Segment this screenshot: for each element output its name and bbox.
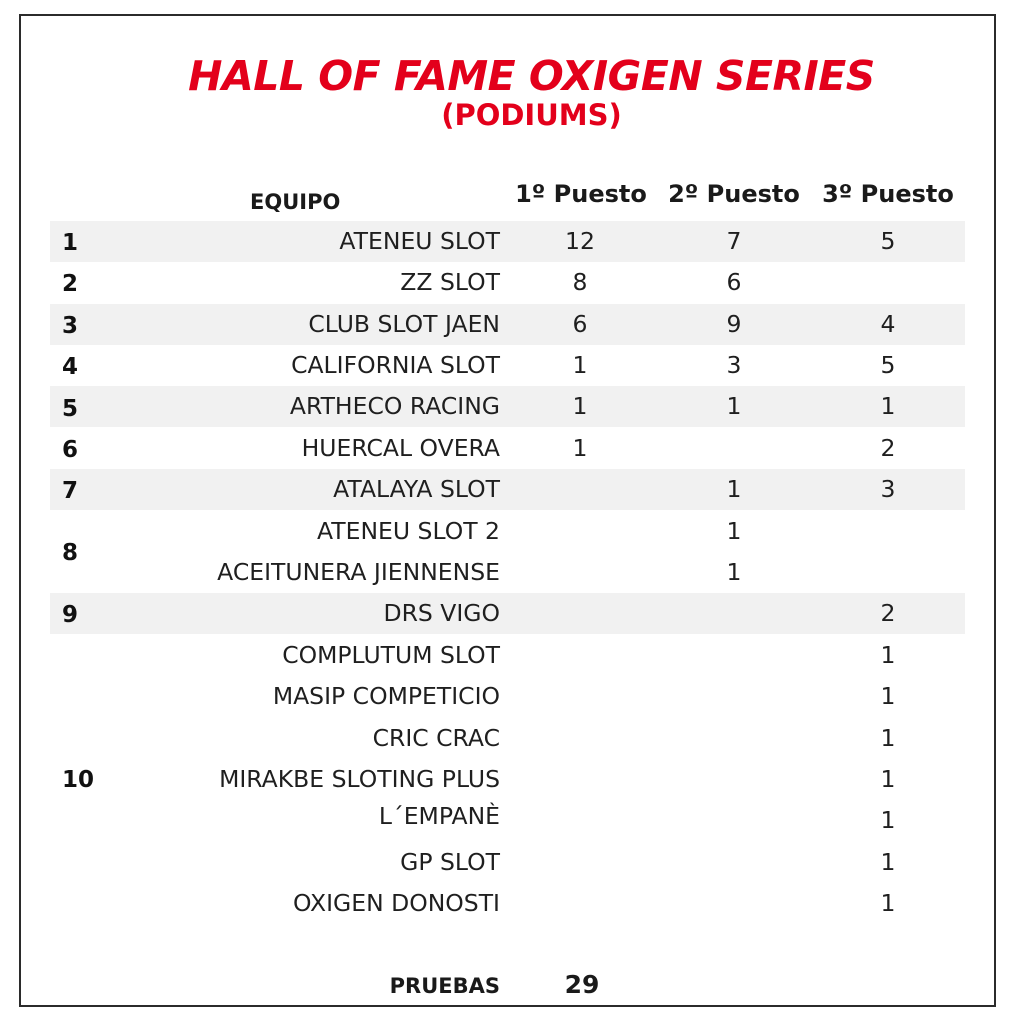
third-place-count xyxy=(858,262,918,303)
first-place-count xyxy=(550,883,610,924)
team-name: ATENEU SLOT xyxy=(339,227,500,255)
second-place-count xyxy=(704,842,764,883)
first-place-count: 1 xyxy=(572,434,588,462)
team-name: ATALAYA SLOT xyxy=(333,475,500,503)
first-place-count xyxy=(550,593,610,634)
team-name: HUERCAL OVERA xyxy=(301,434,500,462)
table-row xyxy=(50,304,965,345)
team-name: CALIFORNIA SLOT xyxy=(291,351,500,379)
table-row xyxy=(50,883,965,924)
first-place-count xyxy=(550,469,610,510)
third-place-count: 3 xyxy=(880,475,896,503)
second-place-count: 9 xyxy=(726,310,742,338)
second-place-count: 7 xyxy=(726,227,742,255)
table-row xyxy=(50,469,965,510)
third-place-count xyxy=(858,552,918,593)
first-place-count xyxy=(550,800,610,841)
pruebas-label: PRUEBAS xyxy=(389,974,500,998)
rank-label: 6 xyxy=(62,437,79,463)
rank-label: 10 xyxy=(62,767,95,793)
table-row xyxy=(50,800,965,841)
rank-label: 8 xyxy=(62,540,79,566)
first-place-count: 1 xyxy=(572,351,588,379)
first-place-count xyxy=(550,511,610,552)
third-place-count: 1 xyxy=(880,806,896,834)
third-place-count: 2 xyxy=(880,599,896,627)
third-place-count: 5 xyxy=(880,351,896,379)
table-row xyxy=(50,221,965,262)
table-row xyxy=(50,552,965,593)
third-place-count: 1 xyxy=(880,392,896,420)
second-place-count: 1 xyxy=(726,475,742,503)
header-second-place: 2º Puesto xyxy=(668,180,800,208)
second-place-count xyxy=(704,428,764,469)
team-name: ACEITUNERA JIENNENSE xyxy=(217,558,500,586)
second-place-count xyxy=(704,676,764,717)
rank-label: 2 xyxy=(62,271,79,297)
table-row xyxy=(50,676,965,717)
table-row xyxy=(50,511,965,552)
team-name: MASIP COMPETICIO xyxy=(272,682,500,710)
rank-label: 9 xyxy=(62,602,79,628)
table-row xyxy=(50,262,965,303)
first-place-count xyxy=(550,718,610,759)
header-third-place: 3º Puesto xyxy=(822,180,954,208)
first-place-count xyxy=(550,759,610,800)
second-place-count: 1 xyxy=(726,558,742,586)
first-place-count: 1 xyxy=(572,392,588,420)
first-place-count: 8 xyxy=(572,268,588,296)
team-name: ATENEU SLOT 2 xyxy=(317,517,500,545)
third-place-count: 4 xyxy=(880,310,896,338)
second-place-count: 1 xyxy=(726,517,742,545)
table-row xyxy=(50,635,965,676)
first-place-count xyxy=(550,676,610,717)
team-name: OXIGEN DONOSTI xyxy=(292,889,500,917)
third-place-count: 1 xyxy=(880,682,896,710)
first-place-count xyxy=(550,842,610,883)
first-place-count xyxy=(550,552,610,593)
first-place-count: 6 xyxy=(572,310,588,338)
third-place-count: 1 xyxy=(880,765,896,793)
third-place-count: 1 xyxy=(880,641,896,669)
team-name: CRIC CRAC xyxy=(372,724,500,752)
table-row xyxy=(50,718,965,759)
second-place-count xyxy=(704,800,764,841)
team-name: ZZ SLOT xyxy=(400,268,500,296)
page-subtitle: (PODIUMS) xyxy=(441,98,622,132)
first-place-count xyxy=(550,635,610,676)
second-place-count: 1 xyxy=(726,392,742,420)
team-name: GP SLOT xyxy=(400,848,500,876)
team-name: CLUB SLOT JAEN xyxy=(308,310,500,338)
second-place-count xyxy=(704,635,764,676)
header-team: EQUIPO xyxy=(250,190,341,214)
table-row xyxy=(50,593,965,634)
team-name: MIRAKBE SLOTING PLUS xyxy=(219,765,500,793)
first-place-count: 12 xyxy=(565,227,595,255)
page-title: HALL OF FAME OXIGEN SERIES xyxy=(188,52,875,100)
second-place-count: 3 xyxy=(726,351,742,379)
rank-label: 1 xyxy=(62,230,79,256)
second-place-count xyxy=(704,593,764,634)
rank-label: 3 xyxy=(62,313,79,339)
second-place-count xyxy=(704,718,764,759)
third-place-count: 1 xyxy=(880,724,896,752)
second-place-count xyxy=(704,759,764,800)
team-name: L´EMPANÈ xyxy=(378,802,500,830)
third-place-count xyxy=(858,511,918,552)
table-row xyxy=(50,759,965,800)
second-place-count xyxy=(704,883,764,924)
third-place-count: 1 xyxy=(880,848,896,876)
header-first-place: 1º Puesto xyxy=(515,180,647,208)
table-row xyxy=(50,842,965,883)
table-row xyxy=(50,386,965,427)
third-place-count: 2 xyxy=(880,434,896,462)
team-name: COMPLUTUM SLOT xyxy=(282,641,500,669)
table-row xyxy=(50,345,965,386)
rank-label: 5 xyxy=(62,396,79,422)
third-place-count: 5 xyxy=(880,227,896,255)
rank-label: 4 xyxy=(62,354,79,380)
third-place-count: 1 xyxy=(880,889,896,917)
table-row xyxy=(50,428,965,469)
pruebas-value: 29 xyxy=(564,970,600,999)
second-place-count: 6 xyxy=(726,268,742,296)
rank-label: 7 xyxy=(62,478,79,504)
team-name: DRS VIGO xyxy=(383,599,500,627)
team-name: ARTHECO RACING xyxy=(289,392,500,420)
